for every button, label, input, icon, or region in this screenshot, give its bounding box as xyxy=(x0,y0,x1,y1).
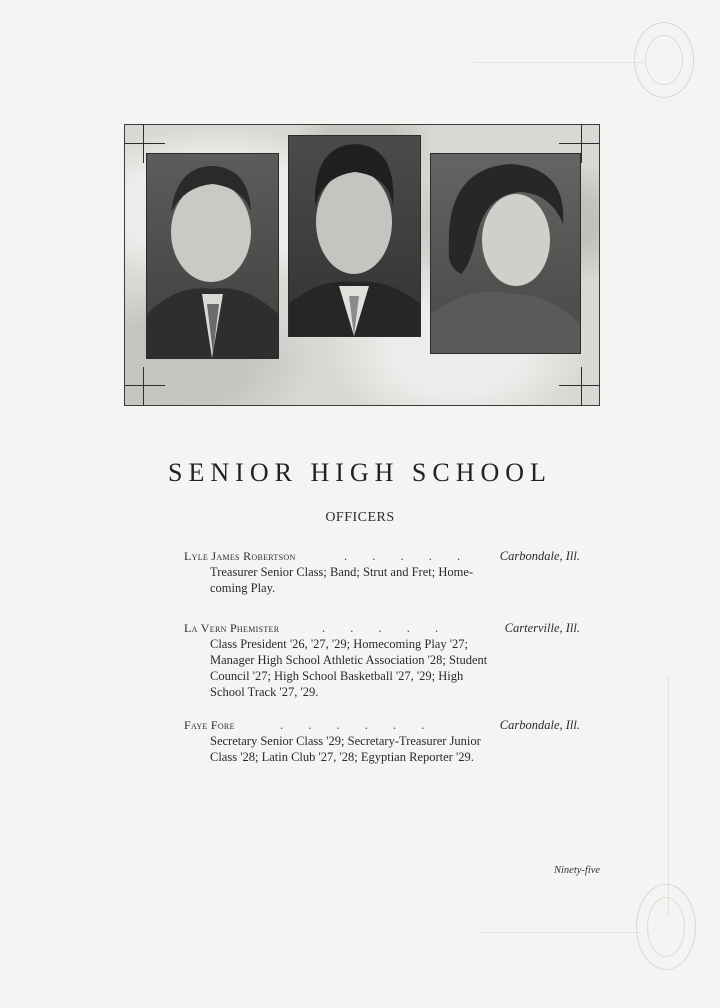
embossed-seal-bottom xyxy=(636,884,696,970)
portrait-photo-robertson xyxy=(146,153,279,359)
activity-line: Class '28; Latin Club '27, '28; Egyptian Reporter '29. xyxy=(210,750,474,764)
officer-name: La Vern Phemister xyxy=(184,621,280,635)
officer-name: Lyle James Robertson xyxy=(184,549,296,563)
officer-entry xyxy=(184,620,584,700)
officer-entry xyxy=(184,717,584,765)
portrait-panel xyxy=(124,124,600,406)
activity-line: Treasurer Senior Class; Band; Strut and Fret; Home- xyxy=(210,565,474,579)
dot-leader: . . . . . xyxy=(344,549,472,563)
page-number: Ninety-five xyxy=(554,865,601,876)
officer-hometown: Carterville, Ill. xyxy=(504,621,580,635)
section-subtitle: OFFICERS xyxy=(325,510,395,525)
officer-activities xyxy=(210,564,530,596)
activity-line: coming Play. xyxy=(210,581,276,595)
officer-hometown: Carbondale, Ill. xyxy=(499,549,580,563)
activity-line: Class President '26, '27, '29; Homecoming Play '27; xyxy=(210,637,468,651)
activity-line: School Track '27, '29. xyxy=(210,685,319,699)
dot-leader: . . . . . xyxy=(322,621,450,635)
officer-hometown: Carbondale, Ill. xyxy=(499,718,580,732)
officer-name: Faye Fore xyxy=(184,718,235,732)
portrait-photo-phemister xyxy=(288,135,421,337)
embossed-seal-top xyxy=(634,22,694,98)
portrait-photo-fore xyxy=(430,153,581,354)
page-crease-bottom xyxy=(480,932,640,933)
activity-line: Secretary Senior Class '29; Secretary-Treasurer Junior xyxy=(210,734,481,748)
activity-line: Manager High School Athletic Association '28; Student xyxy=(210,653,488,667)
dot-leader: . . . . . . xyxy=(280,718,436,732)
page-title: SENIOR HIGH SCHOOL xyxy=(168,458,552,487)
page-crease-top xyxy=(474,62,644,63)
page-crease-right xyxy=(668,676,669,916)
officer-activities xyxy=(210,733,530,765)
officer-activities xyxy=(210,636,530,700)
officer-entry xyxy=(184,548,584,596)
activity-line: Council '27; High School Basketball '27, '29; High xyxy=(210,669,464,683)
